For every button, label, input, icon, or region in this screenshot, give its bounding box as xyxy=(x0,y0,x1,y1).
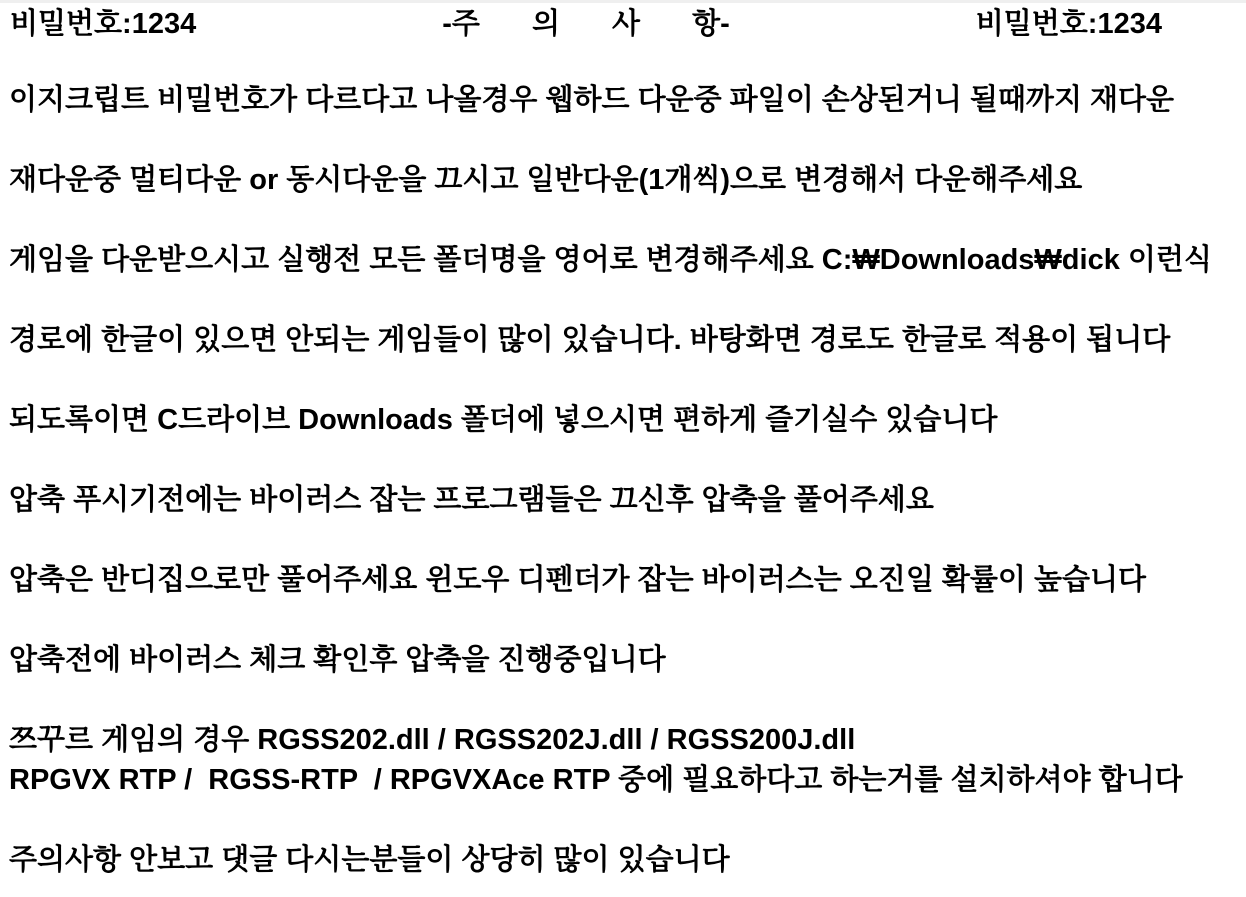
header-row xyxy=(0,3,1246,40)
notice-line-bandizip: 압축은 반디집으로만 풀어주세요 윈도우 디펜더가 잡는 바이러스는 오진일 확률이 높습니다 xyxy=(9,564,1147,596)
page-title: -주 의 사 항- xyxy=(442,8,730,40)
notice-line-virus-check: 압축전에 바이러스 체크 확인후 압축을 진행중입니다 xyxy=(9,644,666,676)
notice-line-antivirus-off: 압축 푸시기전에는 바이러스 잡는 프로그램들은 끄신후 압축을 풀어주세요 xyxy=(9,484,934,516)
notice-line-rgss-dll: 쯔꾸르 게임의 경우 RGSS202.dll / RGSS202J.dll / RGSS200J.dll xyxy=(9,724,856,756)
password-label-right: 비밀번호:1234 xyxy=(975,8,1162,40)
notice-line-rtp-install: RPGVX RTP / RGSS-RTP / RPGVXAce RTP 중에 필요하다고 하는거를 설치하셔야 합니다 xyxy=(9,764,1183,796)
notice-line-c-drive: 되도록이면 C드라이브 Downloads 폴더에 넣으시면 편하게 즐기실수 있습니다 xyxy=(9,404,998,436)
notice-line-read-warning: 주의사항 안보고 댓글 다시는분들이 상당히 많이 있습니다 xyxy=(9,844,730,876)
notice-line-redownload: 이지크립트 비밀번호가 다르다고 나올경우 웹하드 다운중 파일이 손상된거니 될때까지 재다운 xyxy=(9,84,1175,116)
notice-line-rename-folders: 게임을 다운받으시고 실행전 모든 폴더명을 영어로 변경해주세요 C:₩Downloads₩dick 이런식 xyxy=(9,244,1212,276)
notice-line-korean-path: 경로에 한글이 있으면 안되는 게임들이 많이 있습니다. 바탕화면 경로도 한글로 적용이 됩니다 xyxy=(9,324,1171,356)
notice-line-multidown: 재다운중 멀티다운 or 동시다운을 끄시고 일반다운(1개씩)으로 변경해서 다운해주세요 xyxy=(9,164,1083,196)
password-label-left: 비밀번호:1234 xyxy=(10,8,197,40)
